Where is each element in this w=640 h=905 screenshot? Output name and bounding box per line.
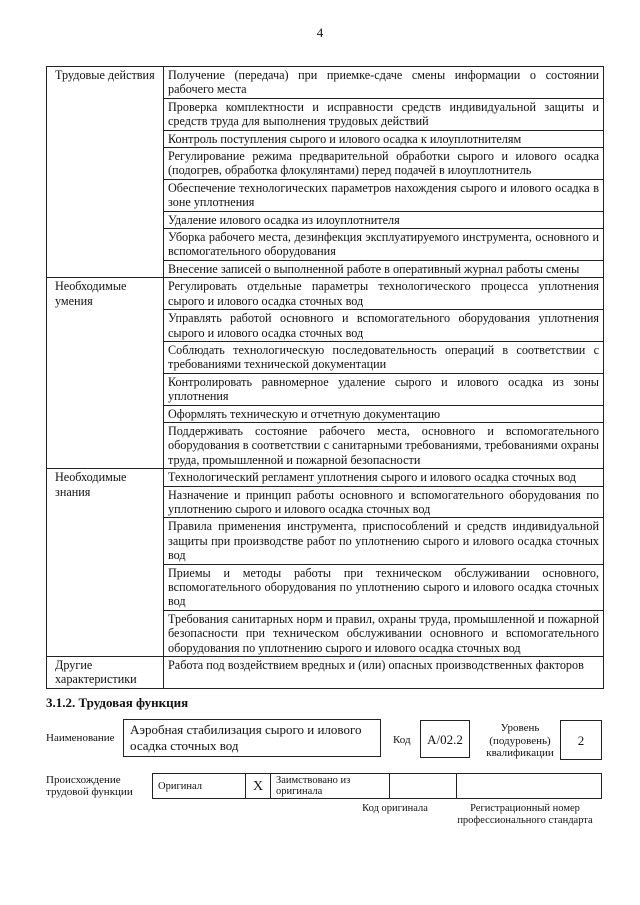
group-item: Регулировать отдельные параметры технологического процесса уплотнения сырого и илового осадка сточных вод [164, 278, 604, 310]
group-item: Технологический регламент уплотнения сырого и илового осадка сточных вод [164, 469, 604, 486]
table-row [47, 469, 604, 486]
page-number: 4 [316, 25, 324, 40]
group-item: Управлять работой основного и вспомогательного оборудования уплотнения сырого и илового осадка сточных вод [164, 310, 604, 342]
function-name-box: Аэробная стабилизация сырого и илового осадка сточных вод [123, 719, 381, 757]
code-original-caption: Код оригинала [362, 803, 428, 814]
group-item: Поддерживать состояние рабочего места, основного и вспомогательного оборудования в соответствии с санитарными требованиями, требованиями охраны труда, промышленной и пожарной безопасности [164, 422, 604, 468]
origin-label-text: Происхождение трудовой функции [46, 774, 133, 798]
labor-function-table [46, 66, 604, 689]
group-label: Необходимые знания [47, 469, 164, 657]
group-item: Работа под воздействием вредных и (или) опасных производственных факторов [164, 657, 604, 689]
group-item: Соблюдать технологическую последовательность операций в соответствии с требованиями технической документации [164, 341, 604, 373]
origin-original-cell: Оригинал [153, 774, 246, 799]
origin-borrowed-cell: Заимствовано из оригинала [271, 774, 390, 799]
group-item: Контроль поступления сырого и илового осадка к илоуплотнителям [164, 130, 604, 147]
name-label: Наименование [46, 732, 115, 744]
group-item: Внесение записей о выполненной работе в оперативный журнал работы смены [164, 260, 604, 277]
code-label: Код [393, 734, 411, 746]
group-item: Регулирование режима предварительной обработки сырого и илового осадка (подогрев, обработка флокулянтами) перед подачей в илоуплотнитель [164, 148, 604, 180]
group-label: Другие характеристики [47, 657, 164, 689]
origin-label [46, 774, 146, 798]
group-item: Удаление илового осадка из илоуплотнителя [164, 211, 604, 228]
table-row [47, 657, 604, 689]
origin-table [152, 773, 602, 799]
group-label: Трудовые действия [47, 67, 164, 278]
group-item: Оформлять техническую и отчетную документацию [164, 405, 604, 422]
group-item: Назначение и принцип работы основного и вспомогательного оборудования по уплотнению сырого и илового осадка сточных вод [164, 486, 604, 518]
group-item: Обеспечение технологических параметров нахождения сырого и илового осадка в зоне уплотнения [164, 179, 604, 211]
group-item: Приемы и методы работы при техническом обслуживании основного, вспомогательного оборудования по уплотнению сырого и илового осадка сточных вод [164, 564, 604, 610]
code-value-box: А/02.2 [420, 720, 470, 758]
origin-mark-cell: X [246, 774, 271, 799]
origin-reg-cell [457, 774, 602, 799]
group-item: Проверка комплектности и исправности средств индивидуальной защиты и средств труда для выполнения трудовых действий [164, 98, 604, 130]
group-item: Контролировать равномерное удаление сырого и илового осадка из зоны уплотнения [164, 373, 604, 405]
group-item: Правила применения инструмента, приспособлений и средств индивидуальной защиты при производстве работ по уплотнению сырого и илового осадка сточных вод [164, 518, 604, 564]
level-value-box: 2 [560, 720, 602, 760]
reg-number-caption: Регистрационный номер профессионального стандарта [457, 803, 593, 826]
group-item: Уборка рабочего места, дезинфекция эксплуатируемого инструмента, основного и вспомогательного оборудования [164, 229, 604, 261]
level-label: Уровень (подуровень) квалификации [486, 722, 554, 759]
section-title: 3.1.2. Трудовая функция [46, 695, 189, 710]
table-row [47, 67, 604, 99]
group-item: Получение (передача) при приемке-сдаче смены информации о состоянии рабочего места [164, 67, 604, 99]
group-label: Необходимые умения [47, 278, 164, 469]
table-row [47, 278, 604, 310]
origin-code-cell [390, 774, 457, 799]
group-item: Требования санитарных норм и правил, охраны труда, промышленной и пожарной безопасности при техническом обслуживании основного и вспомогательного оборудования по уплотнению сырого и илового осадка сточных вод [164, 610, 604, 656]
